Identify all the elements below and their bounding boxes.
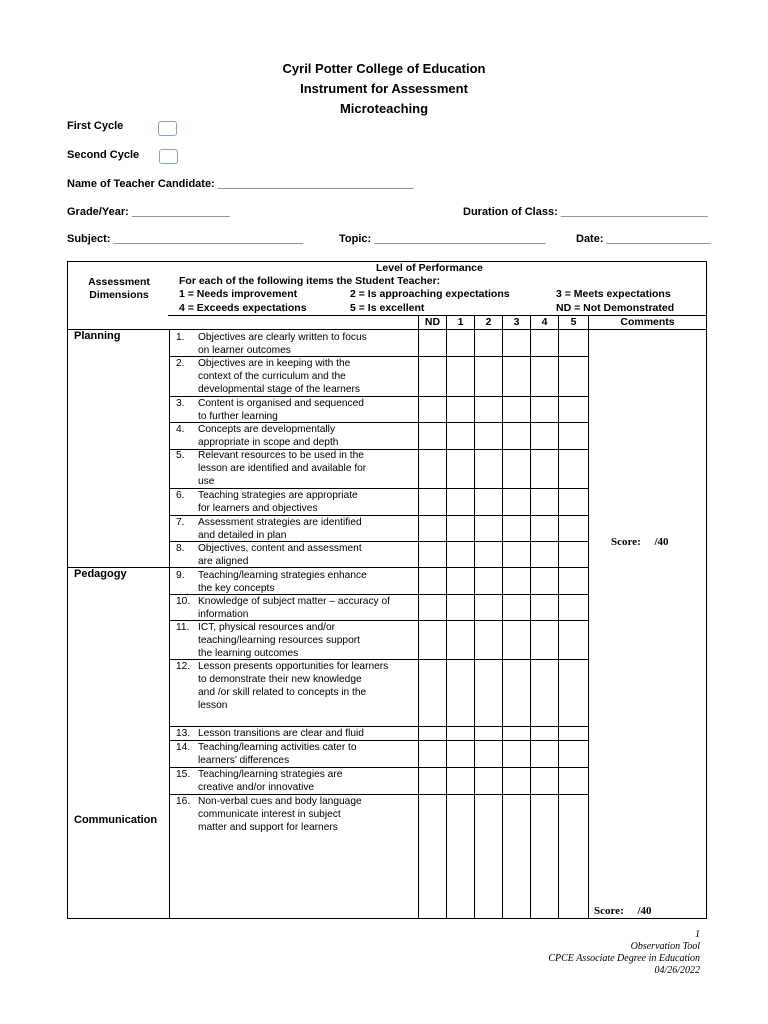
dimension-communication: Communication	[74, 814, 158, 826]
item-row	[174, 660, 418, 727]
item-number: 16.	[176, 796, 191, 807]
dimensions-header: Assessment Dimensions	[88, 276, 150, 301]
item-number: 7.	[176, 517, 185, 528]
item-text: Non-verbal cues and body language communicate interest in subject matter and support for learners	[198, 796, 362, 833]
item-row	[174, 489, 418, 515]
item-text: Lesson presents opportunities for learners to demonstrate their new knowledge and /or skill related to concepts in the lesson	[198, 661, 389, 711]
item-row	[174, 741, 418, 768]
scale-nd: ND = Not Demonstrated	[556, 302, 675, 314]
item-text: Content is organised and sequenced to further learning	[198, 398, 364, 422]
scale-5: 5 = Is excellent	[350, 302, 425, 314]
scale-2: 2 = Is approaching expectations	[350, 288, 510, 300]
item-row	[174, 795, 418, 837]
scale-3: 3 = Meets expectations	[556, 288, 671, 300]
teacher-candidate-field[interactable]: Name of Teacher Candidate: ________________________________	[67, 178, 414, 190]
item-number: 8.	[176, 543, 185, 554]
item-row	[174, 727, 418, 741]
footer-tool-name: Observation Tool	[630, 941, 700, 952]
item-text: Teaching/learning strategies are creative and/or innovative	[198, 769, 343, 793]
scale-1: 1 = Needs improvement	[179, 288, 298, 300]
item-text: Relevant resources to be used in the lesson are identified and available for use	[198, 450, 367, 487]
item-row	[174, 397, 418, 423]
planning-score: Score: /40	[611, 536, 669, 548]
item-text: Knowledge of subject matter – accuracy of information	[198, 596, 390, 620]
item-row	[174, 569, 418, 595]
item-number: 5.	[176, 450, 185, 461]
col-1: 1	[457, 316, 464, 328]
item-number: 14.	[176, 742, 191, 753]
item-text: Objectives are clearly written to focus on learner outcomes	[198, 332, 367, 356]
second-cycle-label: Second Cycle	[67, 149, 140, 161]
item-text: ICT, physical resources and/or teaching/learning resources support the learning outcomes	[198, 622, 360, 659]
col-5: 5	[570, 316, 577, 328]
item-row	[174, 423, 418, 450]
second-cycle-checkbox[interactable]	[159, 149, 178, 164]
topic-field[interactable]: Topic: ____________________________	[339, 233, 546, 245]
footer-program: CPCE Associate Degree in Education	[548, 953, 700, 964]
instrument-title: Instrument for Assessment	[300, 81, 468, 96]
item-row	[174, 357, 418, 397]
scale-4: 4 = Exceeds expectations	[179, 302, 307, 314]
item-row	[174, 516, 418, 542]
pedagogy-communication-score: Score: /40	[594, 905, 652, 917]
dimension-pedagogy: Pedagogy	[74, 568, 127, 580]
item-text: Assessment strategies are identified and detailed in plan	[198, 517, 362, 541]
dimension-planning: Planning	[74, 330, 121, 342]
item-number: 12.	[176, 661, 191, 672]
first-cycle-checkbox[interactable]	[158, 121, 177, 136]
col-comments: Comments	[620, 316, 675, 328]
level-of-performance-title: Level of Performance	[376, 262, 483, 274]
item-number: 3.	[176, 398, 185, 409]
item-number: 6.	[176, 490, 185, 501]
item-row	[174, 542, 418, 568]
item-row	[174, 449, 418, 489]
grade-year-field[interactable]: Grade/Year: ________________	[67, 206, 230, 218]
item-text: Teaching/learning strategies enhance the key concepts	[198, 570, 367, 594]
form-subject-title: Microteaching	[339, 101, 429, 116]
item-text: Teaching/learning activities cater to learners’ differences	[198, 742, 357, 766]
duration-field[interactable]: Duration of Class: ________________________	[463, 206, 708, 218]
item-row	[174, 768, 418, 795]
subject-field[interactable]: Subject: _______________________________	[67, 233, 304, 245]
col-2: 2	[485, 316, 492, 328]
footer-date: 04/26/2022	[654, 965, 700, 976]
col-3: 3	[513, 316, 520, 328]
item-text: Concepts are developmentally appropriate in scope and depth	[198, 424, 339, 448]
page-number: 1	[695, 929, 700, 940]
instruction-text: For each of the following items the Student Teacher:	[179, 275, 441, 287]
col-nd: ND	[424, 316, 441, 328]
item-number: 15.	[176, 769, 191, 780]
item-number: 9.	[176, 570, 185, 581]
date-field[interactable]: Date: _________________	[576, 233, 711, 245]
college-name: Cyril Potter College of Education	[282, 61, 486, 76]
item-text: Objectives are in keeping with the context of the curriculum and the developmental stage of the learners	[198, 358, 360, 395]
item-row	[174, 621, 418, 660]
item-number: 1.	[176, 332, 185, 343]
item-text: Lesson transitions are clear and fluid	[198, 728, 364, 739]
first-cycle-label: First Cycle	[67, 120, 124, 132]
item-number: 4.	[176, 424, 185, 435]
item-number: 2.	[176, 358, 185, 369]
item-row	[174, 331, 418, 357]
item-number: 11.	[176, 622, 190, 633]
item-text: Teaching strategies are appropriate for learners and objectives	[198, 490, 358, 514]
item-text: Objectives, content and assessment are aligned	[198, 543, 362, 567]
item-number: 10.	[176, 596, 191, 607]
col-4: 4	[541, 316, 548, 328]
item-row	[174, 595, 418, 621]
item-number: 13.	[176, 728, 191, 739]
